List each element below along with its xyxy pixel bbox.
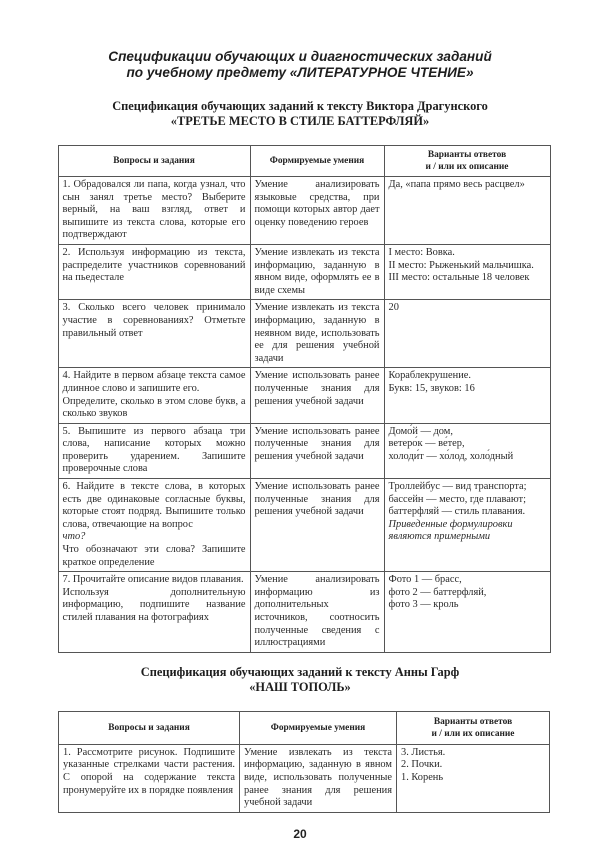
question-extra-text: Что обозначают эти слова? Запишите краткое определение — [62, 544, 246, 568]
question-cell — [58, 479, 250, 572]
answer-line: холоди́т — хо́лод, холо́дный — [388, 450, 514, 462]
question-line: Используя дополнительную информацию, подпишите название стилей плавания на фотографиях — [62, 586, 246, 623]
answer-line: фото 3 — кроль — [388, 599, 459, 611]
answer-line: бассейн — место, где плавают; — [388, 493, 526, 505]
question-line: Определите, сколько в этом слове букв, а сколько звуков — [62, 395, 246, 420]
answer-line: ветеро́к — ве́тер, — [388, 438, 465, 450]
skill-cell: Умение анализировать языковые средства, при помощи которых автор дает оценку поведению героев — [250, 177, 384, 245]
section-1-title-line-1: Спецификация обучающих заданий к тексту Виктора Драгунского — [112, 99, 488, 113]
table-row — [58, 177, 550, 245]
question-cell — [58, 572, 250, 653]
question-cell: 2. Используя информацию из текста, распределите участников соревнований на пьедестале — [58, 244, 250, 299]
table-row — [58, 300, 550, 368]
answer-line: III место: остальные 18 человек — [388, 272, 530, 284]
question-cell: 5. Выпишите из первого абзаца три слова, написание которых можно проверить ударением. Запишите проверочные слова — [58, 423, 250, 478]
answer-line: Кораблекрушение. — [388, 370, 471, 382]
table-row — [58, 423, 550, 478]
header-skills: Формируемые умения — [240, 711, 397, 744]
answer-cell — [384, 300, 550, 368]
answer-line: 20 — [388, 302, 399, 314]
header-answers-line-1: Варианты ответов — [433, 716, 513, 727]
answer-line: баттерфляй — стиль плавания. — [388, 506, 526, 518]
answer-line: 1. Корень — [401, 771, 444, 783]
table-header-row — [58, 146, 550, 177]
answer-line: Фото 1 — брасс, — [388, 574, 462, 586]
answer-cell — [384, 177, 550, 245]
table-row — [58, 479, 550, 572]
header-questions: Вопросы и задания — [58, 146, 250, 177]
question-main-text: 6. Найдите в тексте слова, в которых есть две одинаковые согласные буквы, которые стоят подряд. Выпишите только слова, отвечающие на вопрос — [62, 481, 246, 530]
answer-cell — [384, 572, 550, 653]
question-cell: 1. Рассмотрите рисунок. Подпишите указанные стрелками части растения. С опорой на содержание текста пронумеруйте их в порядке появления — [59, 744, 240, 812]
header-answers — [397, 711, 550, 744]
header-questions: Вопросы и задания — [59, 711, 240, 744]
skill-cell: Умение использовать ранее полученные знания для решения учебной задачи — [250, 368, 384, 423]
answer-cell — [384, 368, 550, 423]
section-2-title — [0, 665, 600, 695]
document-title — [0, 49, 600, 81]
specification-table-garf — [58, 711, 550, 813]
section-1-title — [0, 99, 600, 129]
answer-line: II место: Рыженький мальчишка. — [388, 259, 534, 271]
question-cell: 1. Обрадовался ли папа, когда узнал, что сын занял третье место? Выберите верный, на ваш взгляд, ответ и выпишите из текста слова, которые его подтверждают — [58, 177, 250, 245]
answer-line: фото 2 — баттерфляй, — [388, 586, 487, 598]
table-row — [58, 572, 550, 653]
skill-cell: Умение использовать ранее полученные знания для решения учебной задачи — [250, 479, 384, 572]
table-header-row — [59, 711, 550, 744]
header-skills: Формируемые умения — [250, 146, 384, 177]
answer-line: Да, «папа прямо весь расцвел» — [388, 179, 525, 190]
header-answers — [384, 146, 550, 177]
question-line: 7. Прочитайте описание видов плавания. — [62, 574, 244, 586]
answer-cell — [384, 244, 550, 299]
table-row — [58, 244, 550, 299]
skill-cell: Умение извлекать из текста информацию, заданную в явном виде, оформлять ее в виде схемы — [250, 244, 384, 299]
answer-cell — [384, 423, 550, 478]
skill-cell: Умение использовать ранее полученные знания для решения учебной задачи — [250, 423, 384, 478]
table-row — [58, 368, 550, 423]
answer-line: 3. Листья. — [401, 746, 446, 758]
page-number: 20 — [293, 826, 307, 841]
document-title-line-1: Спецификации обучающих и диагностических заданий — [108, 49, 492, 64]
question-cell: 3. Сколько всего человек принимало участие в соревнованиях? Отметьте правильный ответ — [58, 300, 250, 368]
answer-cell — [384, 479, 550, 572]
question-cell — [58, 368, 250, 423]
section-2-title-line-1: Спецификация обучающих заданий к тексту Анны Гарф — [140, 664, 460, 679]
answer-line: Домо́й — дом, — [388, 425, 453, 437]
skill-cell: Умение извлекать из текста информацию, заданную в неявном виде, использовать ее для решения учебной задачи — [250, 300, 384, 368]
question-line: 4. Найдите в первом абзаце текста самое длинное слово и запишите его. — [62, 370, 246, 394]
section-1-title-line-2: «ТРЕТЬЕ МЕСТО В СТИЛЕ БАТТЕРФЛЯЙ» — [170, 114, 430, 128]
question-italic-text: что? — [62, 531, 86, 543]
table-row — [59, 744, 550, 812]
document-title-line-2: по учебному предмету «ЛИТЕРАТУРНОЕ ЧТЕНИЕ» — [126, 65, 474, 80]
answer-cell — [397, 744, 550, 812]
answer-line: Букв: 15, звуков: 16 — [388, 382, 475, 394]
section-2-title-line-2: «НАШ ТОПОЛЬ» — [249, 679, 351, 694]
specification-table-dragunsky — [58, 145, 551, 653]
skill-cell: Умение анализировать информацию из дополнительных источников, соотносить полученные сведения с иллюстрациями — [250, 572, 384, 653]
answer-line: 2. Почки. — [401, 759, 443, 771]
answer-line: Троллейбус — вид транспорта; — [388, 481, 527, 493]
answer-note: Приведенные формулировки являются примерными — [388, 518, 513, 543]
header-answers-line-2: и / или их описание — [431, 728, 515, 739]
skill-cell: Умение извлекать из текста информацию, заданную в явном виде, использовать полученные ранее знания для решения учебной задачи — [240, 744, 397, 812]
header-answers-line-1: Варианты ответов — [427, 150, 507, 160]
header-answers-line-2: и / или их описание — [425, 162, 509, 172]
answer-line: I место: Вовка. — [388, 246, 455, 258]
